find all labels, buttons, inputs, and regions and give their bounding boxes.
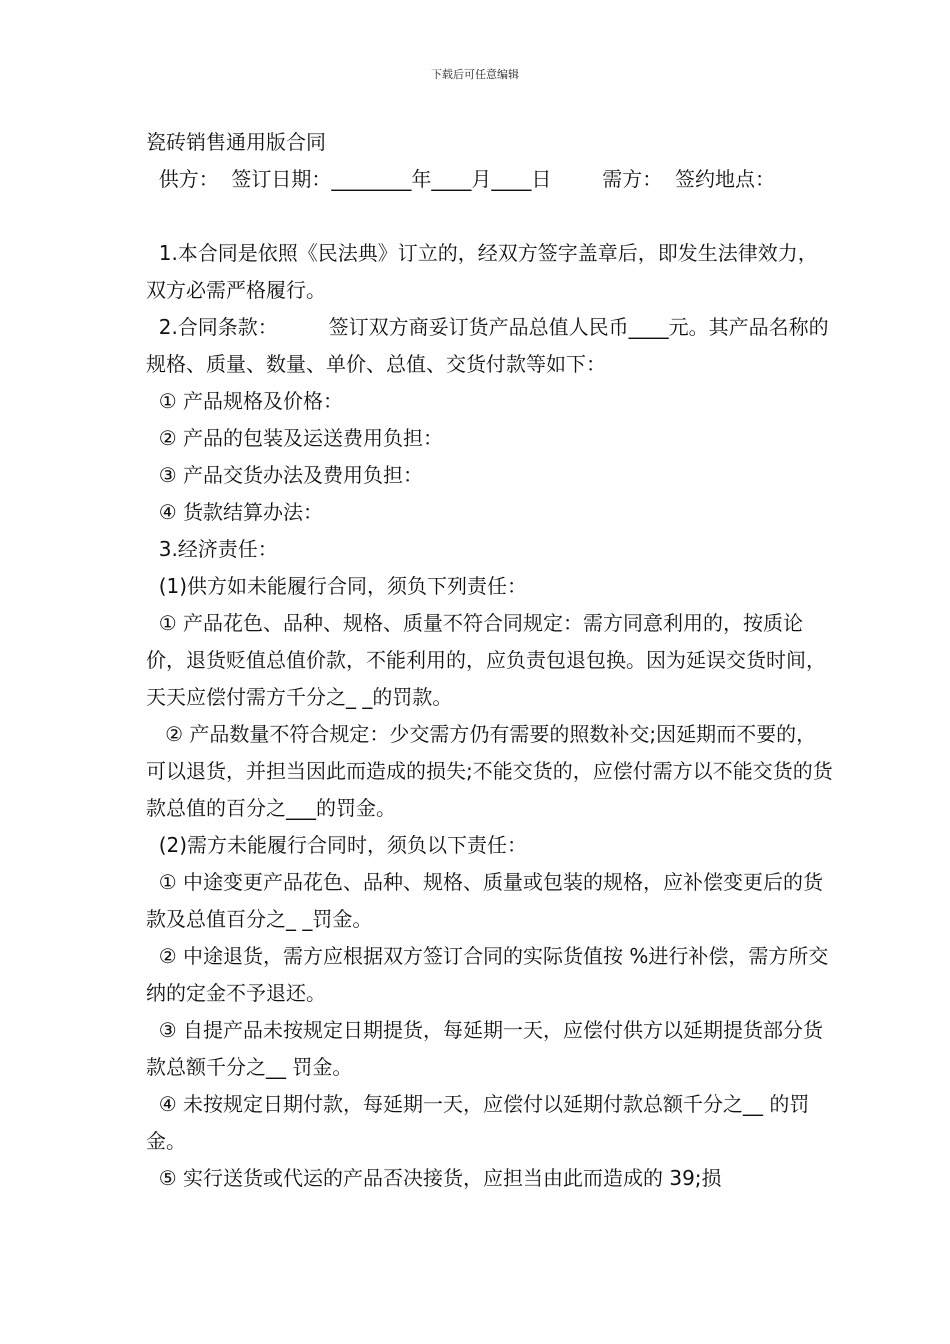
paragraph: ① 产品规格及价格：: [146, 389, 344, 413]
paragraph: ④ 未按规定日期付款，每延期一天，应偿付以延期付款总额千分之__ 的罚金。: [146, 1092, 810, 1153]
paragraph: (1)供方如未能履行合同，须负下列责任：: [146, 574, 528, 598]
contract-meta-line: 供方： 签订日期：________年____月____日 需方： 签约地点：: [146, 167, 776, 191]
paragraph: ② 产品数量不符合规定：少交需方仍有需要的照数补交;因延期而不要的，可以退货，并担当因此而造成的损失;不能交货的，应偿付需方以不能交货的货款总值的百分之___的罚金。: [146, 722, 833, 820]
page-header: 下载后可任意编辑: [431, 68, 519, 81]
paragraph: ② 中途退货，需方应根据双方签订合同的实际货值按 %进行补偿，需方所交纳的定金不予退还。: [146, 944, 829, 1005]
paragraph: ① 产品花色、品种、规格、质量不符合同规定：需方同意利用的，按质论价，退货贬值总值价款，不能利用的，应负责包退包换。因为延误交货时间，天天应偿付需方千分之_ _的罚款。: [146, 611, 826, 709]
paragraph: ④ 货款结算办法：: [146, 500, 324, 524]
paragraph: ① 中途变更产品花色、品种、规格、质量或包装的规格，应补偿变更后的货款及总值百分之_ _罚金。: [146, 870, 824, 931]
paragraph: (2)需方未能履行合同时，须负以下责任：: [146, 833, 528, 857]
paragraph: 2.合同条款： 签订双方商妥订货产品总值人民币____元。其产品名称的规格、质量、数量、单价、总值、交货付款等如下：: [146, 315, 829, 376]
paragraph: 1.本合同是依照《民法典》订立的，经双方签字盖章后，即发生法律效力，双方必需严格履行。: [146, 241, 818, 302]
document-title: 瓷砖销售通用版合同: [146, 130, 326, 154]
paragraph: 3.经济责任：: [146, 537, 278, 561]
paragraph: ③ 自提产品未按规定日期提货，每延期一天，应偿付供方以延期提货部分货款总额千分之__ 罚金。: [146, 1018, 824, 1079]
document-body: [146, 124, 836, 1197]
paragraph: ③ 产品交货办法及费用负担：: [146, 463, 424, 487]
spacer: [146, 198, 836, 235]
paragraph: ⑤ 实行送货或代运的产品否决接货，应担当由此而造成的 39;损: [146, 1166, 722, 1190]
paragraph: ② 产品的包装及运送费用负担：: [146, 426, 444, 450]
